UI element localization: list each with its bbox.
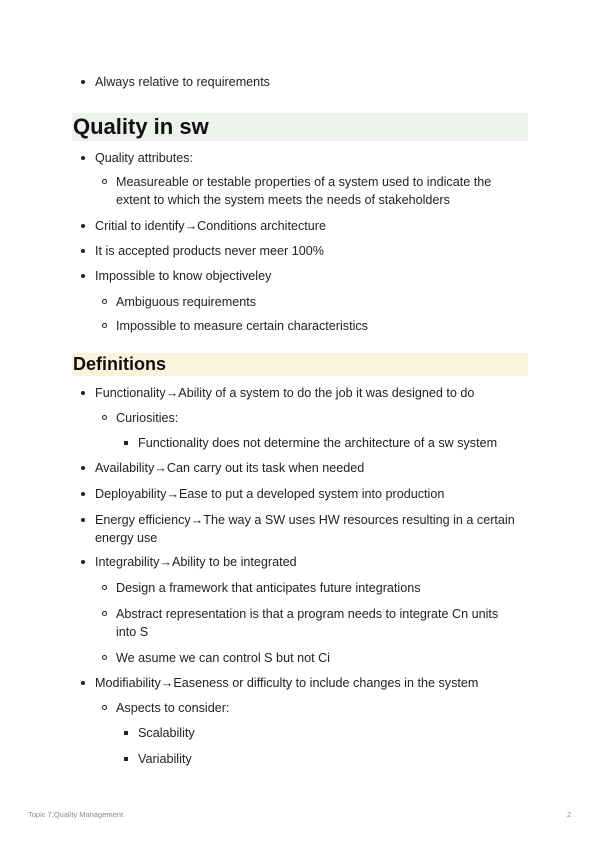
heading-text: Definitions (73, 354, 166, 374)
page-number: 2 (567, 810, 572, 819)
heading-text: Quality in sw (73, 114, 209, 139)
bullet-item: Critial to identify→Conditions architecture (95, 219, 326, 233)
sub-bullet-item: We asume we can control S but not Ci (116, 651, 330, 665)
bullet-item: Impossible to know objectiveley (95, 269, 272, 283)
bullet-item: Modifiability→Easeness or difficulty to include changes in the system (95, 676, 479, 690)
bullet-item: It is accepted products never meer 100% (95, 244, 324, 258)
sub-bullet-item: Design a framework that anticipates future integrations (116, 581, 421, 595)
sub-sub-bullet-item: Scalability (138, 726, 195, 740)
heading-definitions (72, 353, 528, 376)
sub-bullet-item: Abstract representation is that a program needs to integrate Cn units into S (116, 605, 516, 641)
sub-bullet-item: Aspects to consider: (116, 701, 230, 715)
bullet-item: Deployability→Ease to put a developed system into production (95, 487, 445, 501)
footer-title: Topic 7.Quality Management (28, 810, 124, 819)
bullet-item: Integrability→Ability to be integrated (95, 555, 297, 569)
sub-sub-bullet-item: Variability (138, 752, 192, 766)
bullet-item: Energy efficiency→The way a SW uses HW resources resulting in a certain energy use (95, 511, 525, 547)
heading-quality-in-sw (72, 113, 528, 141)
bullet-item: Quality attributes: (95, 151, 193, 165)
sub-bullet-item: Impossible to measure certain characteristics (116, 319, 368, 333)
sub-bullet-item: Curiosities: (116, 411, 179, 425)
bullet-item: Always relative to requirements (95, 75, 270, 89)
sub-sub-bullet-item: Functionality does not determine the architecture of a sw system (138, 436, 498, 450)
sub-bullet-item: Ambiguous requirements (116, 295, 257, 309)
bullet-item: Availability→Can carry out its task when needed (95, 461, 365, 475)
sub-bullet-item: Measureable or testable properties of a system used to indicate the extent to which the system meets the needs of stakeholders (116, 173, 516, 209)
bullet-item: Functionality→Ability of a system to do the job it was designed to do (95, 386, 475, 400)
